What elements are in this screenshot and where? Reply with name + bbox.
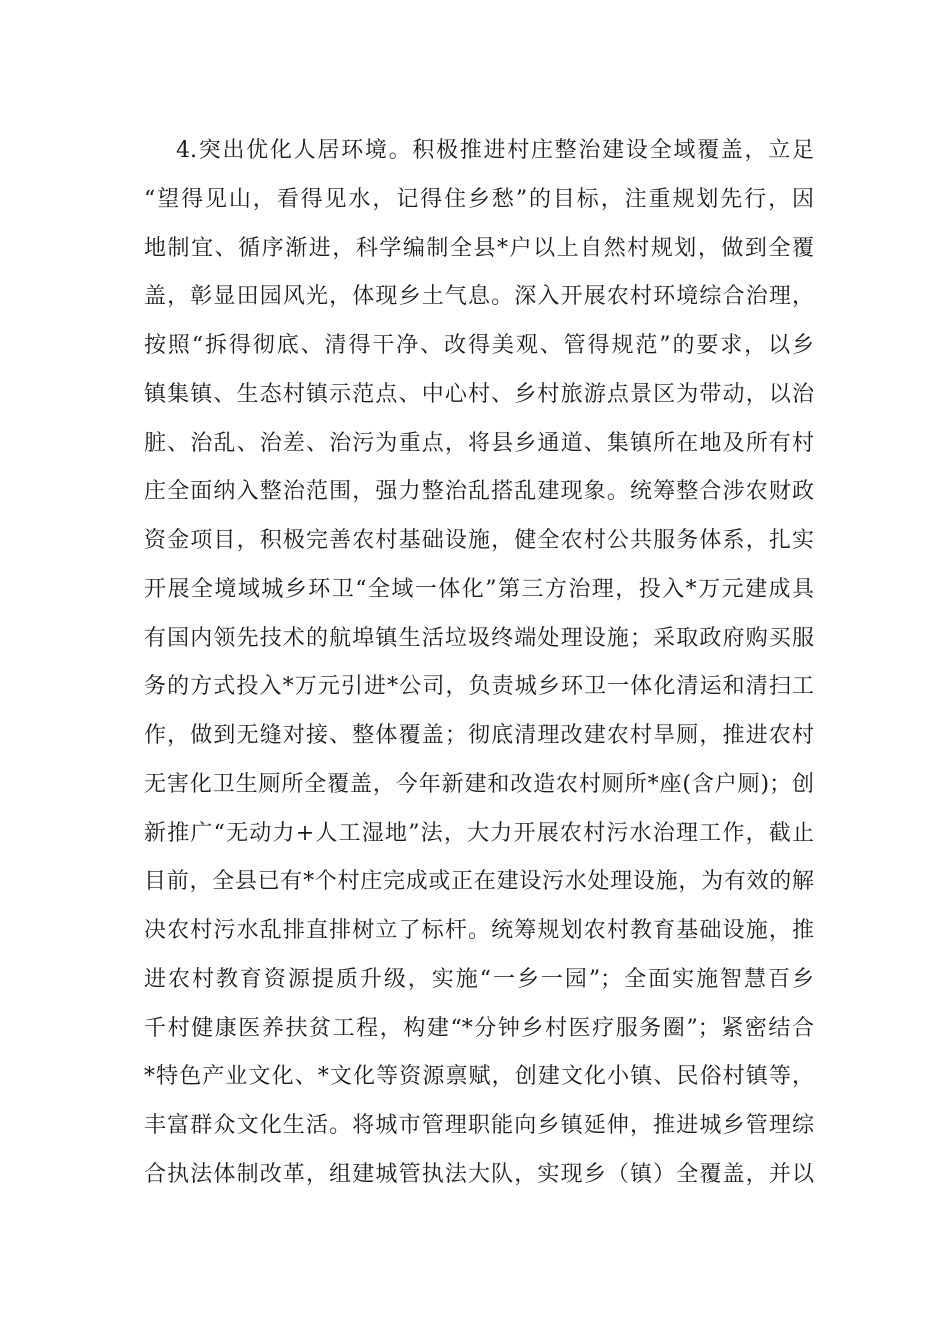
paragraph-line: 千村健康医养扶贫工程，构建“*分钟乡村医疗服务圈”；紧密结合 xyxy=(144,1015,814,1041)
paragraph-line: *特色产业文化、*文化等资源禀赋，创建文化小镇、民俗村镇等， xyxy=(144,1064,814,1090)
paragraph-line: 无害化卫生厕所全覆盖，今年新建和改造农村厕所*座(含户厕)；创 xyxy=(144,771,814,797)
paragraph-line: 盖，彰显田园风光，体现乡土气息。深入开展农村环境综合治理， xyxy=(144,284,814,310)
paragraph-line: 目前，全县已有*个村庄完成或正在建设污水处理设施，为有效的解 xyxy=(144,869,814,895)
paragraph-line: 镇集镇、生态村镇示范点、中心村、乡村旅游点景区为带动，以治 xyxy=(144,381,814,407)
paragraph-line: 合执法体制改革，组建城管执法大队，实现乡（镇）全覆盖，并以 xyxy=(144,1161,814,1187)
paragraph-line: 脏、治乱、治差、治污为重点，将县乡通道、集镇所在地及所有村 xyxy=(144,430,814,456)
paragraph-line: 有国内领先技术的航埠镇生活垃圾终端处理设施；采取政府购买服 xyxy=(144,625,814,651)
paragraph-line: 进农村教育资源提质升级，实施“一乡一园”；全面实施智慧百乡 xyxy=(144,966,814,992)
paragraph-line: 4.突出优化人居环境。积极推进村庄整治建设全域覆盖，立足 xyxy=(176,138,814,163)
paragraph-line: 作，做到无缝对接、整体覆盖；彻底清理改建农村旱厕，推进农村 xyxy=(144,723,814,748)
paragraph-line: 按照“拆得彻底、清得干净、改得美观、管得规范”的要求，以乡 xyxy=(144,333,814,358)
paragraph-line: 决农村污水乱排直排树立了标杆。统筹规划农村教育基础设施，推 xyxy=(144,918,814,943)
paragraph-line: “望得见山，看得见水，记得住乡愁”的目标，注重规划先行，因 xyxy=(144,186,814,212)
paragraph-line: 开展全境域城乡环卫“全域一体化”第三方治理，投入*万元建成具 xyxy=(144,576,814,602)
paragraph-line: 丰富群众文化生活。将城市管理职能向乡镇延伸，推进城乡管理综 xyxy=(144,1113,814,1138)
paragraph-line: 资金项目，积极完善农村基础设施，健全农村公共服务体系，扎实 xyxy=(144,528,814,553)
paragraph-line: 庄全面纳入整治范围，强力整治乱搭乱建现象。统筹整合涉农财政 xyxy=(144,479,814,505)
paragraph-line: 地制宜、循序渐进，科学编制全县*户以上自然村规划，做到全覆 xyxy=(144,235,814,261)
paragraph-line: 新推广“无动力+人工湿地”法，大力开展农村污水治理工作，截止 xyxy=(144,820,814,846)
body-paragraph xyxy=(144,127,814,1200)
paragraph-line: 务的方式投入*万元引进*公司，负责城乡环卫一体化清运和清扫工 xyxy=(144,674,814,700)
